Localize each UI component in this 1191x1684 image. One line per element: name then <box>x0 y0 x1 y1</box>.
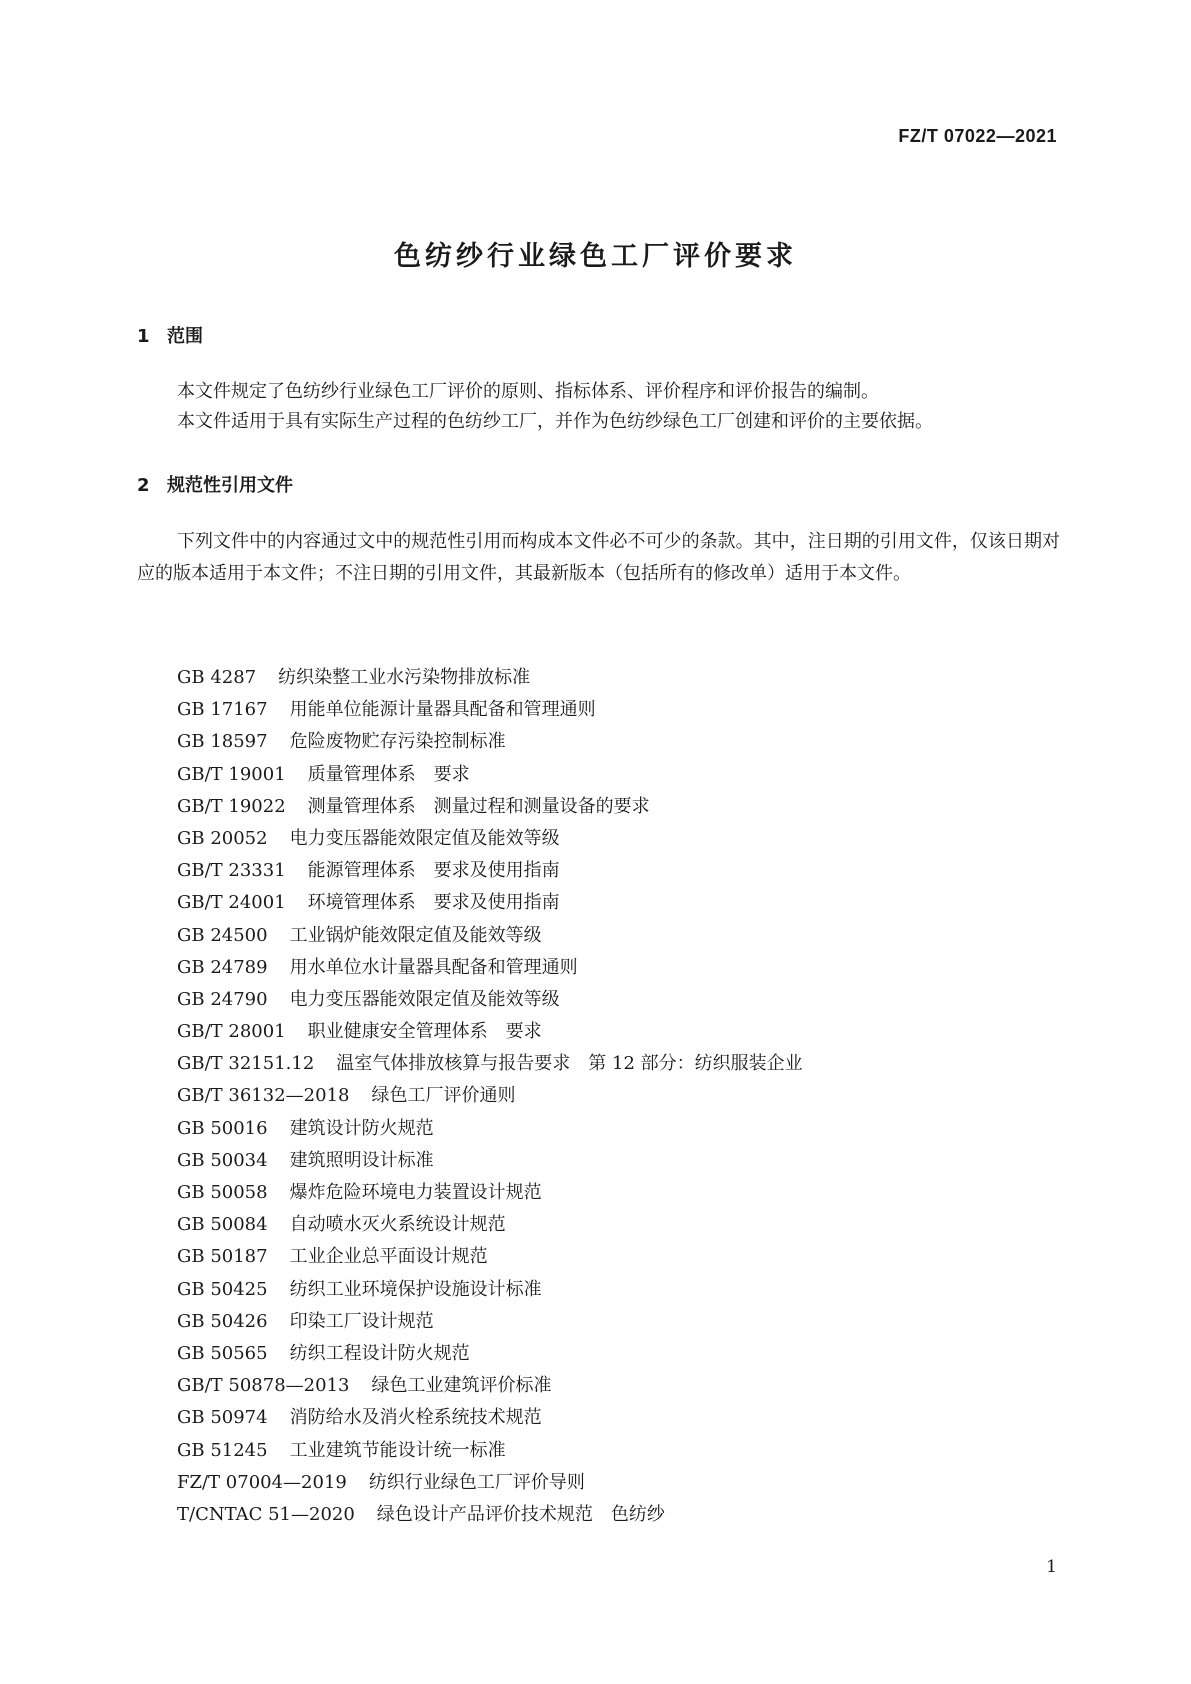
section-number: 1 <box>137 326 150 347</box>
reference-item <box>177 855 803 887</box>
reference-item <box>177 1274 803 1306</box>
reference-title: 危险废物贮存污染控制标准 <box>289 731 506 753</box>
reference-item <box>177 1306 803 1338</box>
reference-item <box>177 694 803 726</box>
reference-title: 自动喷水灭火系统设计规范 <box>289 1214 506 1236</box>
reference-code: GB 20052 <box>177 827 268 849</box>
reference-code: GB 18597 <box>177 731 268 753</box>
reference-title: 消防给水及消火栓系统技术规范 <box>289 1407 542 1429</box>
reference-item <box>177 1209 803 1241</box>
reference-code: GB 50425 <box>177 1278 268 1300</box>
reference-title: 纺织染整工业水污染物排放标准 <box>278 667 531 688</box>
scope-paragraph-2: 本文件适用于具有实际生产过程的色纺纱工厂，并作为色纺纱绿色工厂创建和评价的主要依据。 <box>177 411 933 432</box>
reference-code: GB 24789 <box>177 956 268 978</box>
reference-code: GB/T 24001 <box>177 892 286 914</box>
reference-title: 绿色设计产品评价技术规范 色纺纱 <box>376 1503 665 1525</box>
reference-code: GB 4287 <box>177 667 257 688</box>
reference-title: 测量管理体系 测量过程和测量设备的要求 <box>307 795 650 817</box>
reference-code: GB/T 23331 <box>177 860 286 882</box>
reference-title: 电力变压器能效限定值及能效等级 <box>289 827 560 849</box>
reference-item <box>177 1467 803 1499</box>
reference-code: GB 50974 <box>177 1407 268 1429</box>
reference-item <box>177 1499 803 1531</box>
reference-code: GB/T 28001 <box>177 1021 286 1043</box>
reference-item <box>177 662 803 694</box>
reference-code: FZ/T 07004—2019 <box>177 1471 347 1493</box>
reference-title: 印染工厂设计规范 <box>289 1310 434 1332</box>
reference-title: 温室气体排放核算与报告要求 第 12 部分：纺织服装企业 <box>336 1053 803 1075</box>
reference-code: GB 50187 <box>177 1246 268 1268</box>
reference-title: 用能单位能源计量器具配备和管理通则 <box>289 699 596 721</box>
reference-code: GB 50058 <box>177 1182 268 1203</box>
reference-title: 职业健康安全管理体系 要求 <box>307 1021 542 1043</box>
reference-item <box>177 1048 803 1080</box>
reference-code: GB/T 19022 <box>177 795 286 817</box>
section-heading-normative-references <box>137 471 293 497</box>
reference-item <box>177 952 803 984</box>
reference-code: GB 24790 <box>177 988 268 1010</box>
reference-title: 用水单位水计量器具配备和管理通则 <box>289 956 578 978</box>
reference-code: GB/T 32151.12 <box>177 1053 315 1075</box>
reference-title: 工业锅炉能效限定值及能效等级 <box>289 924 542 946</box>
reference-code: GB/T 36132—2018 <box>177 1085 350 1107</box>
reference-title: 质量管理体系 要求 <box>307 763 470 785</box>
reference-item <box>177 726 803 758</box>
reference-item <box>177 1177 803 1209</box>
reference-code: GB 24500 <box>177 924 268 946</box>
reference-code: T/CNTAC 51—2020 <box>177 1503 355 1525</box>
reference-item <box>177 887 803 919</box>
reference-code: GB 50034 <box>177 1149 268 1171</box>
reference-code: GB 50426 <box>177 1310 268 1332</box>
reference-code: GB 17167 <box>177 699 268 721</box>
reference-item <box>177 1370 803 1402</box>
reference-title: 纺织工业环境保护设施设计标准 <box>289 1278 542 1300</box>
reference-item <box>177 920 803 952</box>
section-title: 范围 <box>167 326 203 347</box>
reference-item <box>177 823 803 855</box>
reference-title: 绿色工厂评价通则 <box>371 1085 516 1107</box>
reference-code: GB/T 19001 <box>177 763 286 785</box>
references-intro-paragraph: 下列文件中的内容通过文中的规范性引用而构成本文件必不可少的条款。其中，注日期的引用文件，仅该日期对应的版本适用于本文件；不注日期的引用文件，其最新版本（包括所有的修改单）适用于本文件。 <box>137 531 1060 584</box>
reference-code: GB 51245 <box>177 1439 268 1461</box>
reference-item <box>177 1080 803 1112</box>
reference-item <box>177 1338 803 1370</box>
section-title: 规范性引用文件 <box>167 475 293 496</box>
reference-item <box>177 1145 803 1177</box>
reference-item <box>177 1435 803 1467</box>
reference-title: 环境管理体系 要求及使用指南 <box>307 892 560 914</box>
document-title: 色纺纱行业绿色工厂评价要求 <box>394 241 797 272</box>
reference-title: 工业建筑节能设计统一标准 <box>289 1439 506 1461</box>
section-heading-scope <box>137 322 203 348</box>
reference-title: 纺织行业绿色工厂评价导则 <box>368 1471 585 1493</box>
reference-item <box>177 759 803 791</box>
reference-title: 能源管理体系 要求及使用指南 <box>307 860 560 882</box>
reference-item <box>177 984 803 1016</box>
reference-title: 纺织工程设计防火规范 <box>289 1342 470 1364</box>
reference-item <box>177 791 803 823</box>
reference-title: 爆炸危险环境电力装置设计规范 <box>289 1182 542 1203</box>
standard-code: FZ/T 07022—2021 <box>898 126 1057 146</box>
reference-code: GB/T 50878—2013 <box>177 1375 350 1397</box>
reference-code: GB 50565 <box>177 1342 268 1364</box>
reference-item <box>177 1241 803 1273</box>
reference-title: 工业企业总平面设计规范 <box>289 1246 488 1268</box>
reference-item <box>177 1016 803 1048</box>
reference-item <box>177 1113 803 1145</box>
reference-list <box>177 662 803 1531</box>
scope-paragraph-1: 本文件规定了色纺纱行业绿色工厂评价的原则、指标体系、评价程序和评价报告的编制。 <box>177 381 879 402</box>
reference-title: 建筑设计防火规范 <box>289 1117 434 1139</box>
reference-title: 绿色工业建筑评价标准 <box>371 1375 552 1397</box>
reference-code: GB 50016 <box>177 1117 268 1139</box>
page-number: 1 <box>1046 1557 1057 1577</box>
reference-title: 建筑照明设计标准 <box>289 1149 434 1171</box>
reference-item <box>177 1402 803 1434</box>
reference-title: 电力变压器能效限定值及能效等级 <box>289 988 560 1010</box>
section-number: 2 <box>137 475 150 496</box>
reference-code: GB 50084 <box>177 1214 268 1236</box>
